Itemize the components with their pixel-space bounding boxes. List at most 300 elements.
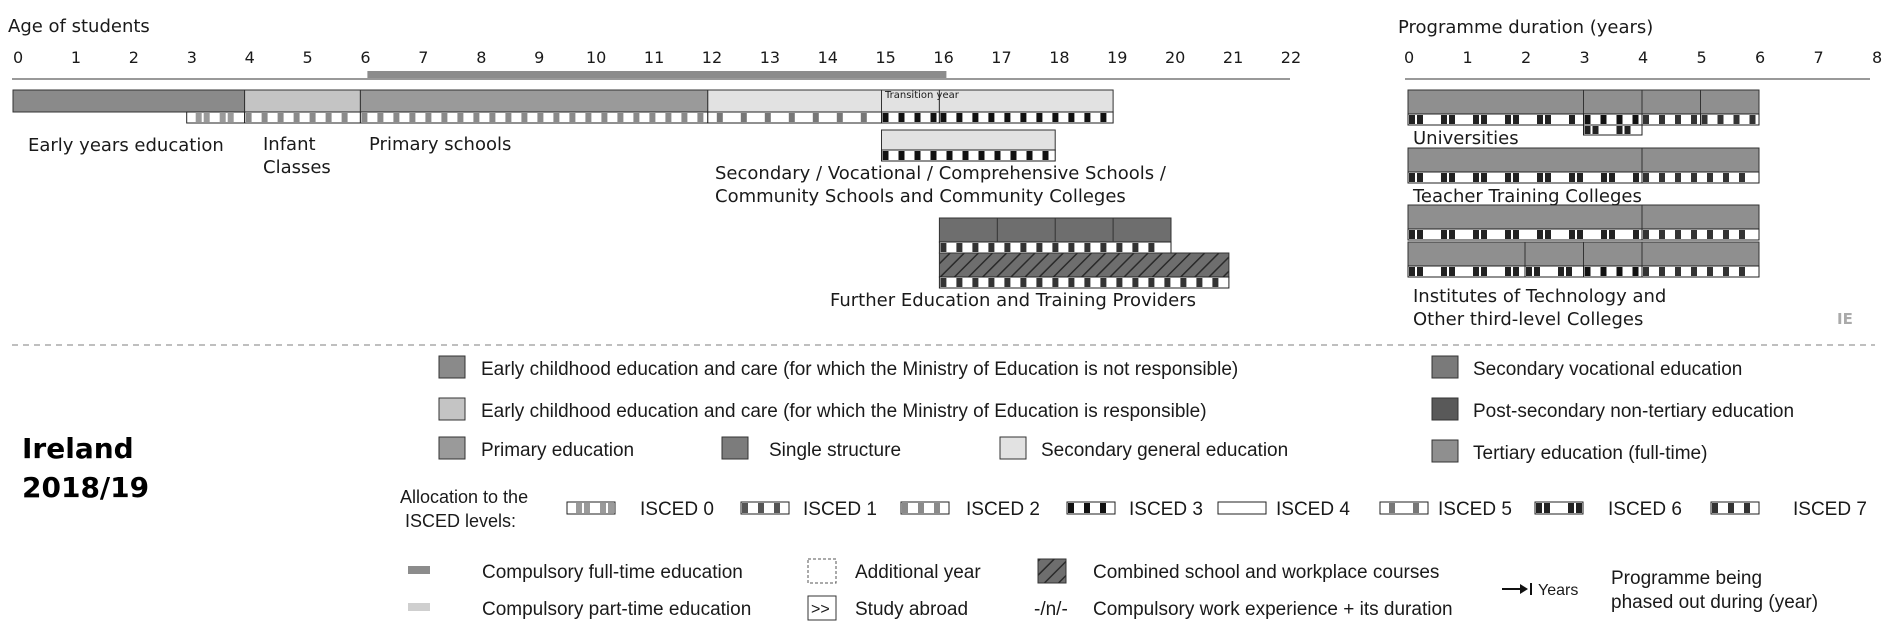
strip-cell [294,113,300,122]
age-tick-label: 15 [875,48,896,67]
strip-cell [1011,151,1017,160]
strip-cell [1723,230,1729,239]
strip-cell [1537,115,1543,124]
duration-bar [1642,205,1759,229]
strip-cell [1545,173,1551,182]
strip-cell [837,113,843,122]
strip-cell [1633,173,1639,182]
country-code: IE [1837,310,1853,328]
strip-cell [1545,115,1551,124]
swatch-compulsory-full [408,566,430,574]
age-tick-label: 13 [759,48,781,67]
strip-cell [1116,243,1122,252]
duration-bar [1525,242,1584,266]
legend-post-secondary: Post-secondary non-tertiary education [1473,401,1795,422]
strip-cell [262,113,268,122]
duration-bar [1408,242,1525,266]
strip-cell [1643,267,1649,276]
strip-cell [228,113,234,122]
strip-cell [1544,503,1550,513]
strip-cell [1609,173,1615,182]
age-tick-label: 6 [360,48,371,67]
strip-cell [1068,278,1074,287]
strip-cell [972,243,978,252]
label-institutes-1: Institutes of Technology and [1413,286,1667,307]
strip-cell [1691,115,1697,124]
strip-cell [972,113,978,122]
isced-swatch [567,502,615,514]
strip-cell [1534,267,1540,276]
strip-cell [1004,243,1010,252]
strip-cell [326,113,332,122]
age-tick-label: 22 [1280,48,1302,67]
strip-cell [1004,113,1010,122]
strip-cell [310,113,316,122]
swatch-single-structure [722,437,748,459]
duration-bar [1642,90,1701,114]
strip-cell [1068,243,1074,252]
strip-cell [1389,503,1395,513]
legend-primary: Primary education [481,440,635,461]
age-tick-label: 5 [302,48,313,67]
strip-cell [1617,126,1623,134]
legend-phased-out-2: phased out during (year) [1611,592,1819,613]
strip-cell [1513,115,1519,124]
arrow-head-icon [1520,584,1528,594]
strip-cell [1707,267,1713,276]
strip-cell [1473,230,1479,239]
strip-cell [1409,267,1415,276]
legend-single-structure: Single structure [769,440,902,461]
strip-cell [1036,113,1042,122]
strip-cell [1585,126,1591,134]
transition-year-label: Transition year [885,90,959,101]
strip-cell [1068,503,1074,513]
duration-axis [1404,48,1882,67]
strip-cell [988,278,994,287]
strip-cell [1481,173,1487,182]
strip-cell [1707,173,1713,182]
strip-cell [608,503,614,513]
legend-compulsory-full: Compulsory full-time education [482,562,743,583]
isced-legend [567,499,1867,520]
strip-cell [441,113,447,122]
strip-cell [1739,267,1745,276]
strip-cell [934,503,940,513]
strip-cell [361,113,367,122]
duration-tick-label: 1 [1462,48,1473,67]
strip-cell [697,113,703,122]
swatch-compulsory-part [408,603,430,611]
duration-tick-label: 2 [1521,48,1532,67]
strip-cell [1601,173,1607,182]
age-tick-label: 11 [643,48,665,67]
strip-cell [569,113,575,122]
strip-cell [1633,267,1639,276]
strip-cell [1675,267,1681,276]
strip-cell [1148,243,1154,252]
legend-secondary-vocational: Secondary vocational education [1473,359,1743,380]
strip-cell [1675,230,1681,239]
isced-swatch [1218,502,1266,514]
strip-cell [1744,503,1750,513]
isced-label: ISCED 0 [640,499,714,520]
strip-cell [1702,115,1708,124]
strip-cell [1643,173,1649,182]
strip-cell [940,243,946,252]
strip-cell [1441,230,1447,239]
age-tick-label: 4 [244,48,255,67]
strip-cell [1558,267,1564,276]
strip-cell [1409,230,1415,239]
strip-cell [1577,230,1583,239]
age-axis-title: Age of students [8,16,150,37]
strip-cell [931,151,937,160]
strip-cell [1449,173,1455,182]
strip-cell [861,113,867,122]
strip-cell [1441,173,1447,182]
strip-cell [1643,230,1649,239]
strip-cell [1568,503,1574,513]
country-year: 2018/19 [22,471,150,504]
strip-cell [473,113,479,122]
strip-cell [1617,267,1623,276]
strip-cell [1585,267,1591,276]
strip-cell [1659,115,1665,124]
strip-cell [915,113,921,122]
duration-bar [1408,205,1642,229]
strip-cell [1036,278,1042,287]
strip-cell [947,151,953,160]
strip-cell [1417,230,1423,239]
label-early-years: Early years education [28,135,224,156]
duration-bar [1642,148,1759,172]
strip-cell [1068,113,1074,122]
strip-cell [1585,115,1591,124]
strip-cell [1449,115,1455,124]
symbol-work-experience: -/n/- [1034,599,1068,620]
legend-compulsory-part: Compulsory part-time education [482,599,752,620]
strip-cell [1513,173,1519,182]
legend-colors [439,356,1794,464]
strip-cell [1100,113,1106,122]
label-teacher: Teacher Training Colleges [1413,186,1642,207]
strip-cell [963,151,969,160]
age-tick-label: 14 [817,48,838,67]
strip-cell [1566,267,1572,276]
strip-cell [1020,278,1026,287]
strip-cell [915,151,921,160]
strip-cell [1473,267,1479,276]
label-infant-1: Infant [263,134,316,155]
strip-cell [246,113,252,122]
strip-cell [1659,173,1665,182]
strip-cell [1712,503,1718,513]
strip-cell [1707,230,1713,239]
strip-cell [1084,503,1090,513]
age-tick-label: 20 [1165,48,1186,67]
age-tick-label: 3 [186,48,197,67]
strip-cell [278,113,284,122]
swatch-post-secondary [1432,398,1458,420]
strip-cell [521,113,527,122]
swatch-secondary-general [1000,437,1026,459]
strip-cell [665,113,671,122]
isced-swatch [741,502,789,514]
duration-bar [1408,90,1584,114]
legend-ecec-not-ministry: Early childhood education and care (for which the Ministry of Education is not responsible) [481,359,1239,380]
age-bar-secondary_general [882,130,1056,150]
strip-cell [931,113,937,122]
duration-bar [1408,148,1642,172]
strip-cell [584,503,590,513]
age-bar-ecec_not_ministry [13,90,245,112]
strip-cell [1100,278,1106,287]
strip-cell [1675,173,1681,182]
strip-cell [1043,151,1049,160]
label-secondary-2: Community Schools and Community Colleges [715,186,1126,207]
strip-cell [1473,173,1479,182]
duration-bar [1701,90,1760,114]
symbol-additional-year [808,559,836,583]
age-tick-label: 12 [701,48,723,67]
strip-cell [1417,267,1423,276]
strip-cell [1413,503,1419,513]
strip-cell [1196,278,1202,287]
strip-cell [1409,173,1415,182]
age-tick-label: 2 [128,48,139,67]
strip-cell [601,113,607,122]
strip-cell [1691,173,1697,182]
strip-cell [377,113,383,122]
strip-cell [1417,115,1423,124]
strip-cell [1473,115,1479,124]
strip-cell [742,503,748,513]
strip-cell [1441,267,1447,276]
strip-cell [758,503,764,513]
age-tick-label: 1 [70,48,82,67]
strip-cell [1116,278,1122,287]
legend-study-abroad: Study abroad [855,599,969,620]
strip-cell [1691,230,1697,239]
strip-cell [1625,126,1631,134]
age-bar-post_secondary_combined [939,253,1229,277]
strip-cell [204,113,210,122]
age-axis [13,48,1301,67]
strip-cell [1052,278,1058,287]
duration-tick-label: 3 [1579,48,1590,67]
duration-tick-label: 5 [1696,48,1707,67]
age-tick-label: 17 [991,48,1012,67]
age-tick-label: 0 [13,48,24,67]
strip-cell [585,113,591,122]
duration-bar [1584,90,1643,114]
legend-secondary-general: Secondary general education [1041,440,1289,461]
strip-cell [1513,230,1519,239]
strip-cell [1180,278,1186,287]
strip-cell [1609,230,1615,239]
age-bar-primary [360,90,707,112]
strip-cell [1449,230,1455,239]
strip-cell [1718,115,1724,124]
country-name: Ireland [22,432,134,465]
swatch-secondary-vocational [1432,356,1458,378]
strip-cell [988,243,994,252]
strip-cell [505,113,511,122]
label-further: Further Education and Training Providers [830,290,1196,311]
strip-cell [789,113,795,122]
strip-cell [1084,113,1090,122]
age-tick-label: 19 [1107,48,1128,67]
strip-cell [956,278,962,287]
age-bar-ecec_ministry [245,90,361,112]
duration-tick-label: 0 [1404,48,1415,67]
strip-cell [1739,230,1745,239]
strip-cell [1164,278,1170,287]
swatch-tertiary [1432,440,1458,462]
legend-ecec-ministry: Early childhood education and care (for which the Ministry of Education is responsible) [481,401,1207,422]
isced-swatch [901,502,949,514]
strip-cell [1576,503,1582,513]
strip-cell [1481,230,1487,239]
strip-cell [1633,115,1639,124]
legend-phased-out-1: Programme being [1611,568,1763,589]
age-tick-label: 9 [534,48,545,67]
strip-cell [1132,243,1138,252]
strip-cell [1020,243,1026,252]
strip-cell [940,113,946,122]
label-primary: Primary schools [369,134,512,155]
isced-label: ISCED 7 [1793,499,1867,520]
isced-swatch [1067,502,1115,514]
isced-label: ISCED 6 [1608,499,1682,520]
strip-cell [1505,230,1511,239]
age-tick-label: 8 [476,48,487,67]
strip-cell [342,113,348,122]
strip-cell [940,278,946,287]
strip-cell [972,278,978,287]
strip-cell [1569,115,1575,124]
strip-cell [1739,173,1745,182]
strip-cell [1409,115,1415,124]
strip-cell [1004,278,1010,287]
age-tick-label: 7 [418,48,429,67]
legend-years: Years [1538,582,1579,599]
strip-cell [1100,243,1106,252]
duration-isced-strip [1408,114,1584,125]
strip-cell [633,113,639,122]
strip-cell [1052,243,1058,252]
strip-cell [1084,243,1090,252]
strip-cell [1691,267,1697,276]
strip-cell [1020,113,1026,122]
strip-cell [1659,230,1665,239]
strip-cell [774,503,780,513]
strip-cell [1569,173,1575,182]
strip-cell [717,113,723,122]
strip-cell [1148,278,1154,287]
strip-cell [741,113,747,122]
strip-cell [1100,503,1106,513]
strip-cell [1643,115,1649,124]
strip-cell [1481,115,1487,124]
strip-cell [649,113,655,122]
strip-cell [576,503,582,513]
isced-swatch [1711,502,1759,514]
isced-label: ISCED 4 [1276,499,1350,520]
strip-cell [1027,151,1033,160]
strip-cell [1723,267,1729,276]
strip-cell [883,151,889,160]
compulsory-full-time-bar [367,71,946,78]
age-bar-secondary_general [939,90,1113,112]
legend-symbols [408,559,1818,620]
strip-cell [1723,173,1729,182]
strip-cell [537,113,543,122]
age-tick-label: 18 [1049,48,1070,67]
legend-work-experience: Compulsory work experience + its duration [1093,599,1453,620]
duration-bars [1408,90,1759,277]
strip-cell [553,113,559,122]
strip-cell [1675,115,1681,124]
duration-tick-label: 6 [1755,48,1766,67]
strip-cell [1601,267,1607,276]
strip-cell [956,243,962,252]
strip-cell [1537,230,1543,239]
strip-cell [956,113,962,122]
strip-cell [425,113,431,122]
strip-cell [899,113,905,122]
strip-cell [918,503,924,513]
strip-cell [1036,243,1042,252]
strip-cell [1212,278,1218,287]
duration-tick-label: 8 [1872,48,1883,67]
symbol-study-abroad: >> [811,601,830,618]
label-infant-2: Classes [263,157,331,178]
isced-label: ISCED 3 [1129,499,1203,520]
age-bar-secondary_general [708,90,882,112]
isced-swatch [1535,502,1583,514]
strip-cell [1449,267,1455,276]
strip-cell [988,113,994,122]
age-tick-label: 21 [1222,48,1244,67]
isced-label: ISCED 1 [803,499,877,520]
label-universities: Universities [1413,128,1519,149]
strip-cell [393,113,399,122]
strip-cell [617,113,623,122]
strip-cell [1526,267,1532,276]
strip-cell [899,151,905,160]
strip-cell [902,503,908,513]
strip-cell [813,113,819,122]
strip-cell [220,113,226,122]
strip-cell [457,113,463,122]
isced-label: ISCED 2 [966,499,1040,520]
strip-cell [1505,173,1511,182]
strip-cell [1513,267,1519,276]
duration-axis-title: Programme duration (years) [1398,17,1654,38]
allocation-label-1: Allocation to the [400,487,529,507]
strip-cell [1132,278,1138,287]
swatch-ecec-ministry [439,398,465,420]
strip-cell [1052,113,1058,122]
strip-cell [1593,126,1599,134]
duration-bar [1584,242,1643,266]
duration-bar [1642,242,1759,266]
strip-cell [1545,230,1551,239]
isced-swatch [1380,502,1428,514]
strip-cell [1536,503,1542,513]
